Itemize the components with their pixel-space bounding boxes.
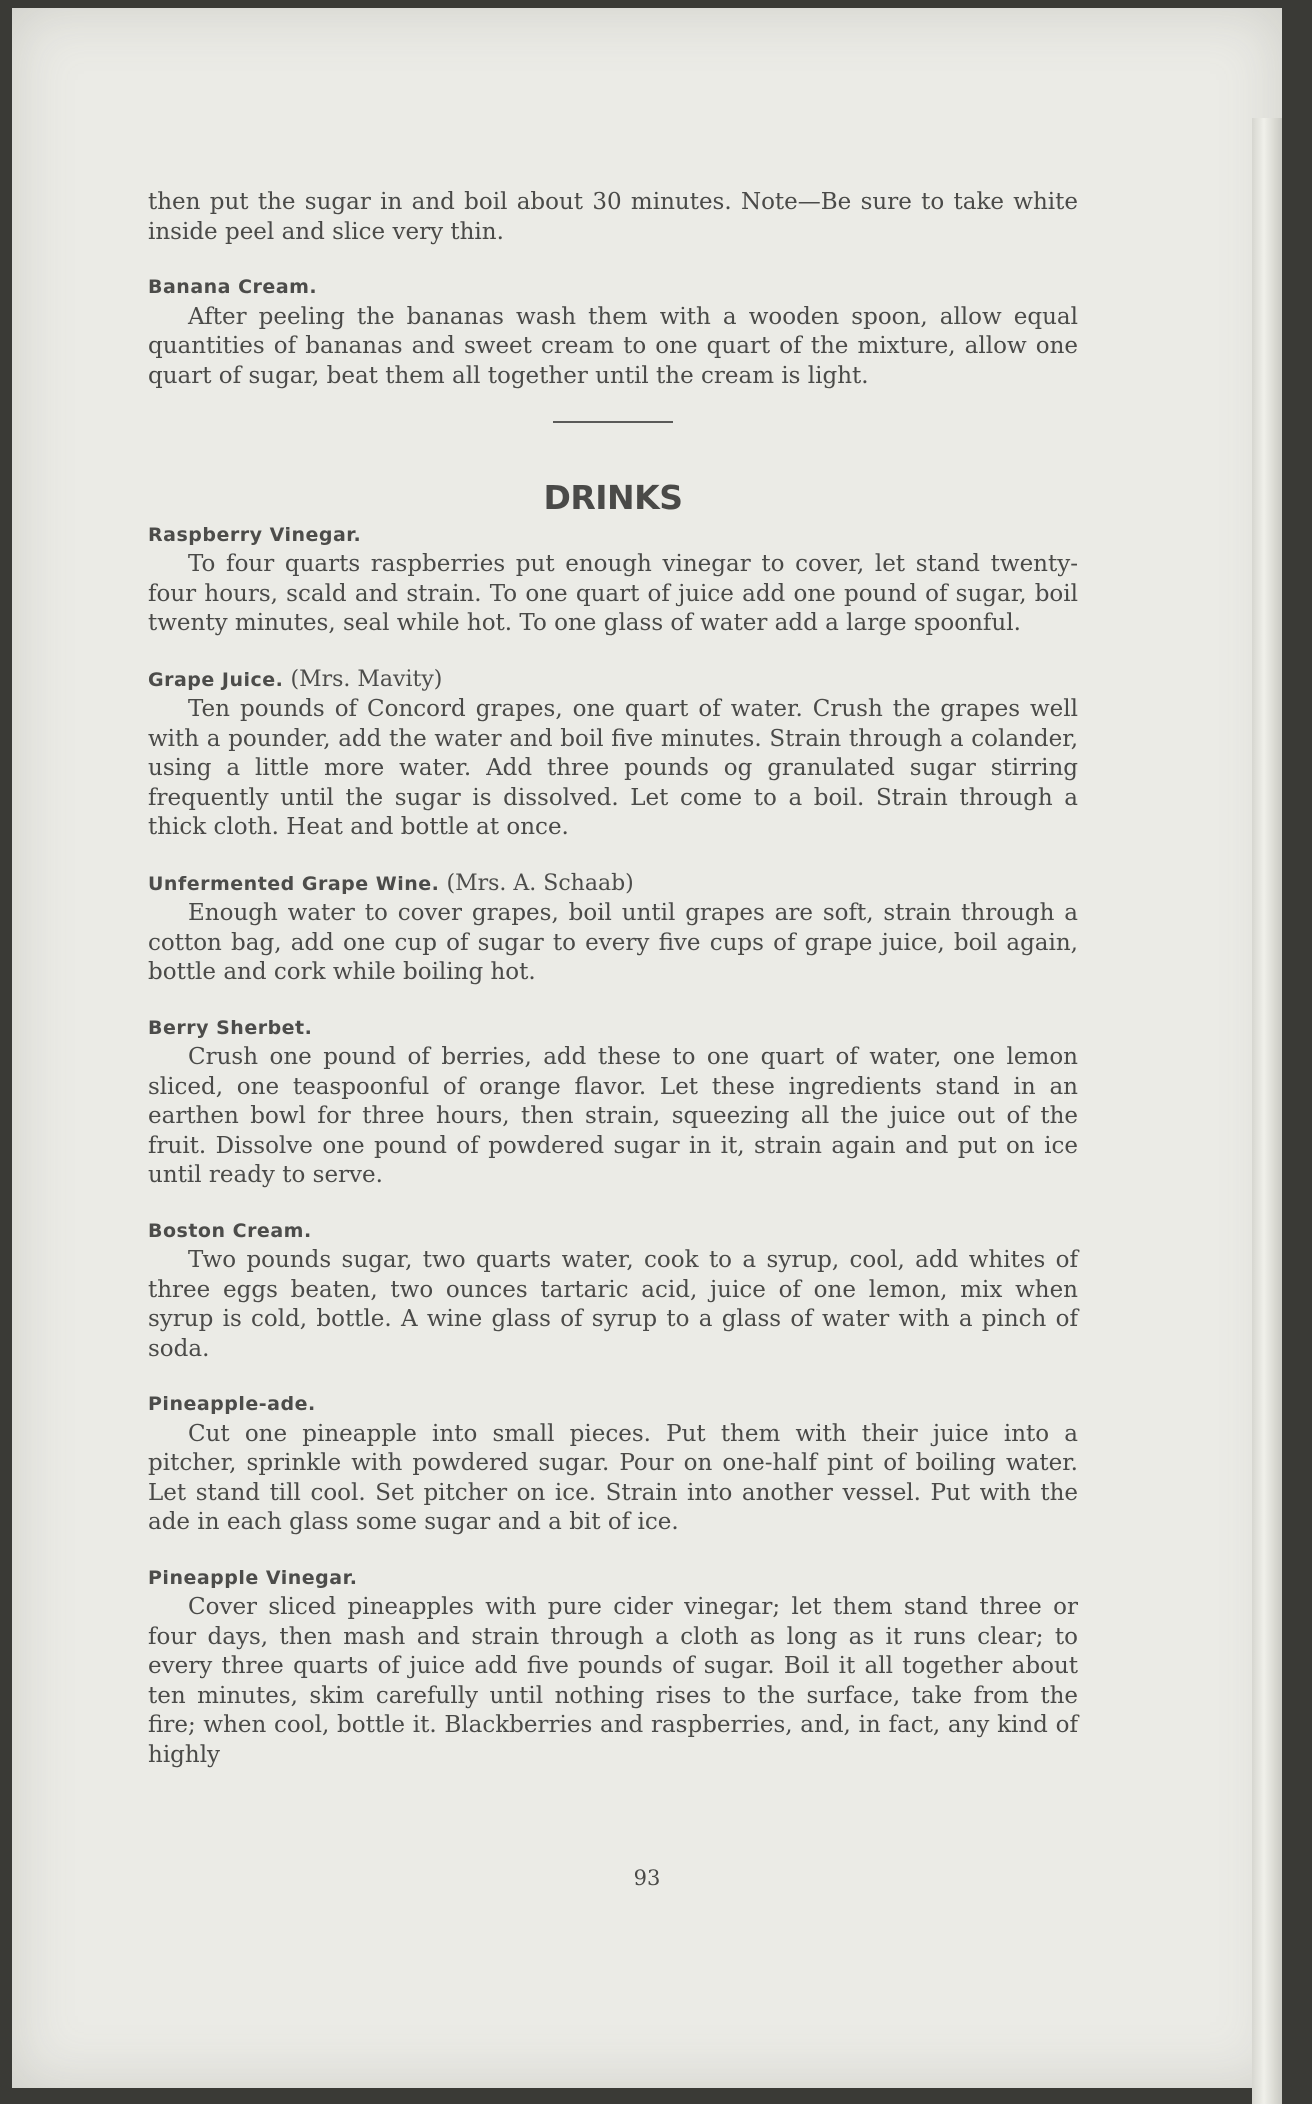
- recipe-title: Pineapple-ade.: [148, 1393, 316, 1415]
- page-number: 93: [633, 1866, 661, 1890]
- recipe-title: Pineapple Vinegar.: [148, 1566, 358, 1589]
- book-page: [12, 8, 1282, 2088]
- section-title: DRINKS: [543, 478, 683, 517]
- recipe-title: Berry Sherbet.: [148, 1016, 313, 1039]
- recipe-body: Cover sliced pineapples with pure cider vinegar; let them stand three or four days, then mash and strain through a cloth as long as it runs clear; to every three quarts of juice add five pounds of sugar. Boil it all together about ten minutes, skim carefully until nothing rises to the surface, take from the fire; when cool, bottle it. Blackberries and raspberries, and, in fact, any kind of highly: [148, 1594, 1078, 1768]
- recipe-body: Cut one pineapple into small pieces. Put them with their juice into a pitcher, sprinkle with powdered sugar. Pour on one-half pint of boiling water. Let stand till cool. Set pitcher on ice. Strain into another vessel. Put with the ade in each glass some sugar and a bit of ice.: [148, 1420, 1078, 1535]
- recipe-raspberry-vinegar: [148, 521, 1078, 639]
- recipe-body: Two pounds sugar, two quarts water, cook to a syrup, cool, add whites of three eggs beaten, two ounces tartaric acid, juice of one lemon, mix when syrup is cold, bottle. A wine glass of syrup to a glass of water with a pinch of soda.: [148, 1247, 1078, 1362]
- recipe-berry-sherbet: [148, 1014, 1078, 1191]
- recipe-boston-cream: [148, 1217, 1078, 1365]
- recipe-unfermented-grape-wine: [148, 869, 1078, 988]
- recipe-pineapple-ade: [148, 1390, 1078, 1538]
- recipe-attribution: (Mrs. Mavity): [290, 666, 443, 692]
- recipe-body: After peeling the bananas wash them with a wooden spoon, allow equal quantities of bananas and sweet cream to one quart of the mixture, allow one quart of sugar, beat them all together until the cream is light.: [148, 303, 1078, 389]
- recipe-title: Raspberry Vinegar.: [148, 523, 362, 546]
- recipe-pineapple-vinegar: [148, 1564, 1078, 1771]
- section-divider: [553, 421, 673, 423]
- recipe-title: Grape Juice. (Mrs. Mavity): [148, 666, 443, 692]
- recipe-attribution: (Mrs. A. Schaab): [446, 870, 634, 896]
- recipe-title: Unfermented Grape Wine. (Mrs. A. Schaab): [148, 870, 634, 896]
- recipe-title: Boston Cream.: [148, 1219, 312, 1242]
- page-content: [148, 188, 1078, 1796]
- intro-paragraph: then put the sugar in and boil about 30 minutes. Note—Be sure to take white inside peel and slice very thin.: [148, 189, 1078, 245]
- recipe-grape-juice: [148, 665, 1078, 843]
- page-edge: [1252, 118, 1282, 2104]
- recipe-body: Enough water to cover grapes, boil until grapes are soft, strain through a cotton bag, add one cup of sugar to every five cups of grape juice, boil again, bottle and cork while boiling hot.: [148, 900, 1078, 985]
- recipe-body: Crush one pound of berries, add these to one quart of water, one lemon sliced, one teaspoonful of orange flavor. Let these ingredients stand in an earthen bowl for three hours, then strain, squeezing all the juice out of the fruit. Dissolve one pound of powdered sugar in it, strain again and put on ice until ready to serve.: [148, 1044, 1078, 1188]
- recipe-body: Ten pounds of Concord grapes, one quart of water. Crush the grapes well with a pounder, add the water and boil five minutes. Strain through a colander, using a little more water. Add three pounds og granulated sugar stirring frequently until the sugar is dissolved. Let come to a boil. Strain through a thick cloth. Heat and bottle at once.: [148, 696, 1078, 840]
- recipe-banana-cream: [148, 273, 1078, 391]
- recipe-title: Banana Cream.: [148, 276, 318, 298]
- recipe-body: To four quarts raspberries put enough vinegar to cover, let stand twenty-four hours, scald and strain. To one quart of juice add one pound of sugar, boil twenty minutes, seal while hot. To one glass of water add a large spoonful.: [148, 551, 1078, 636]
